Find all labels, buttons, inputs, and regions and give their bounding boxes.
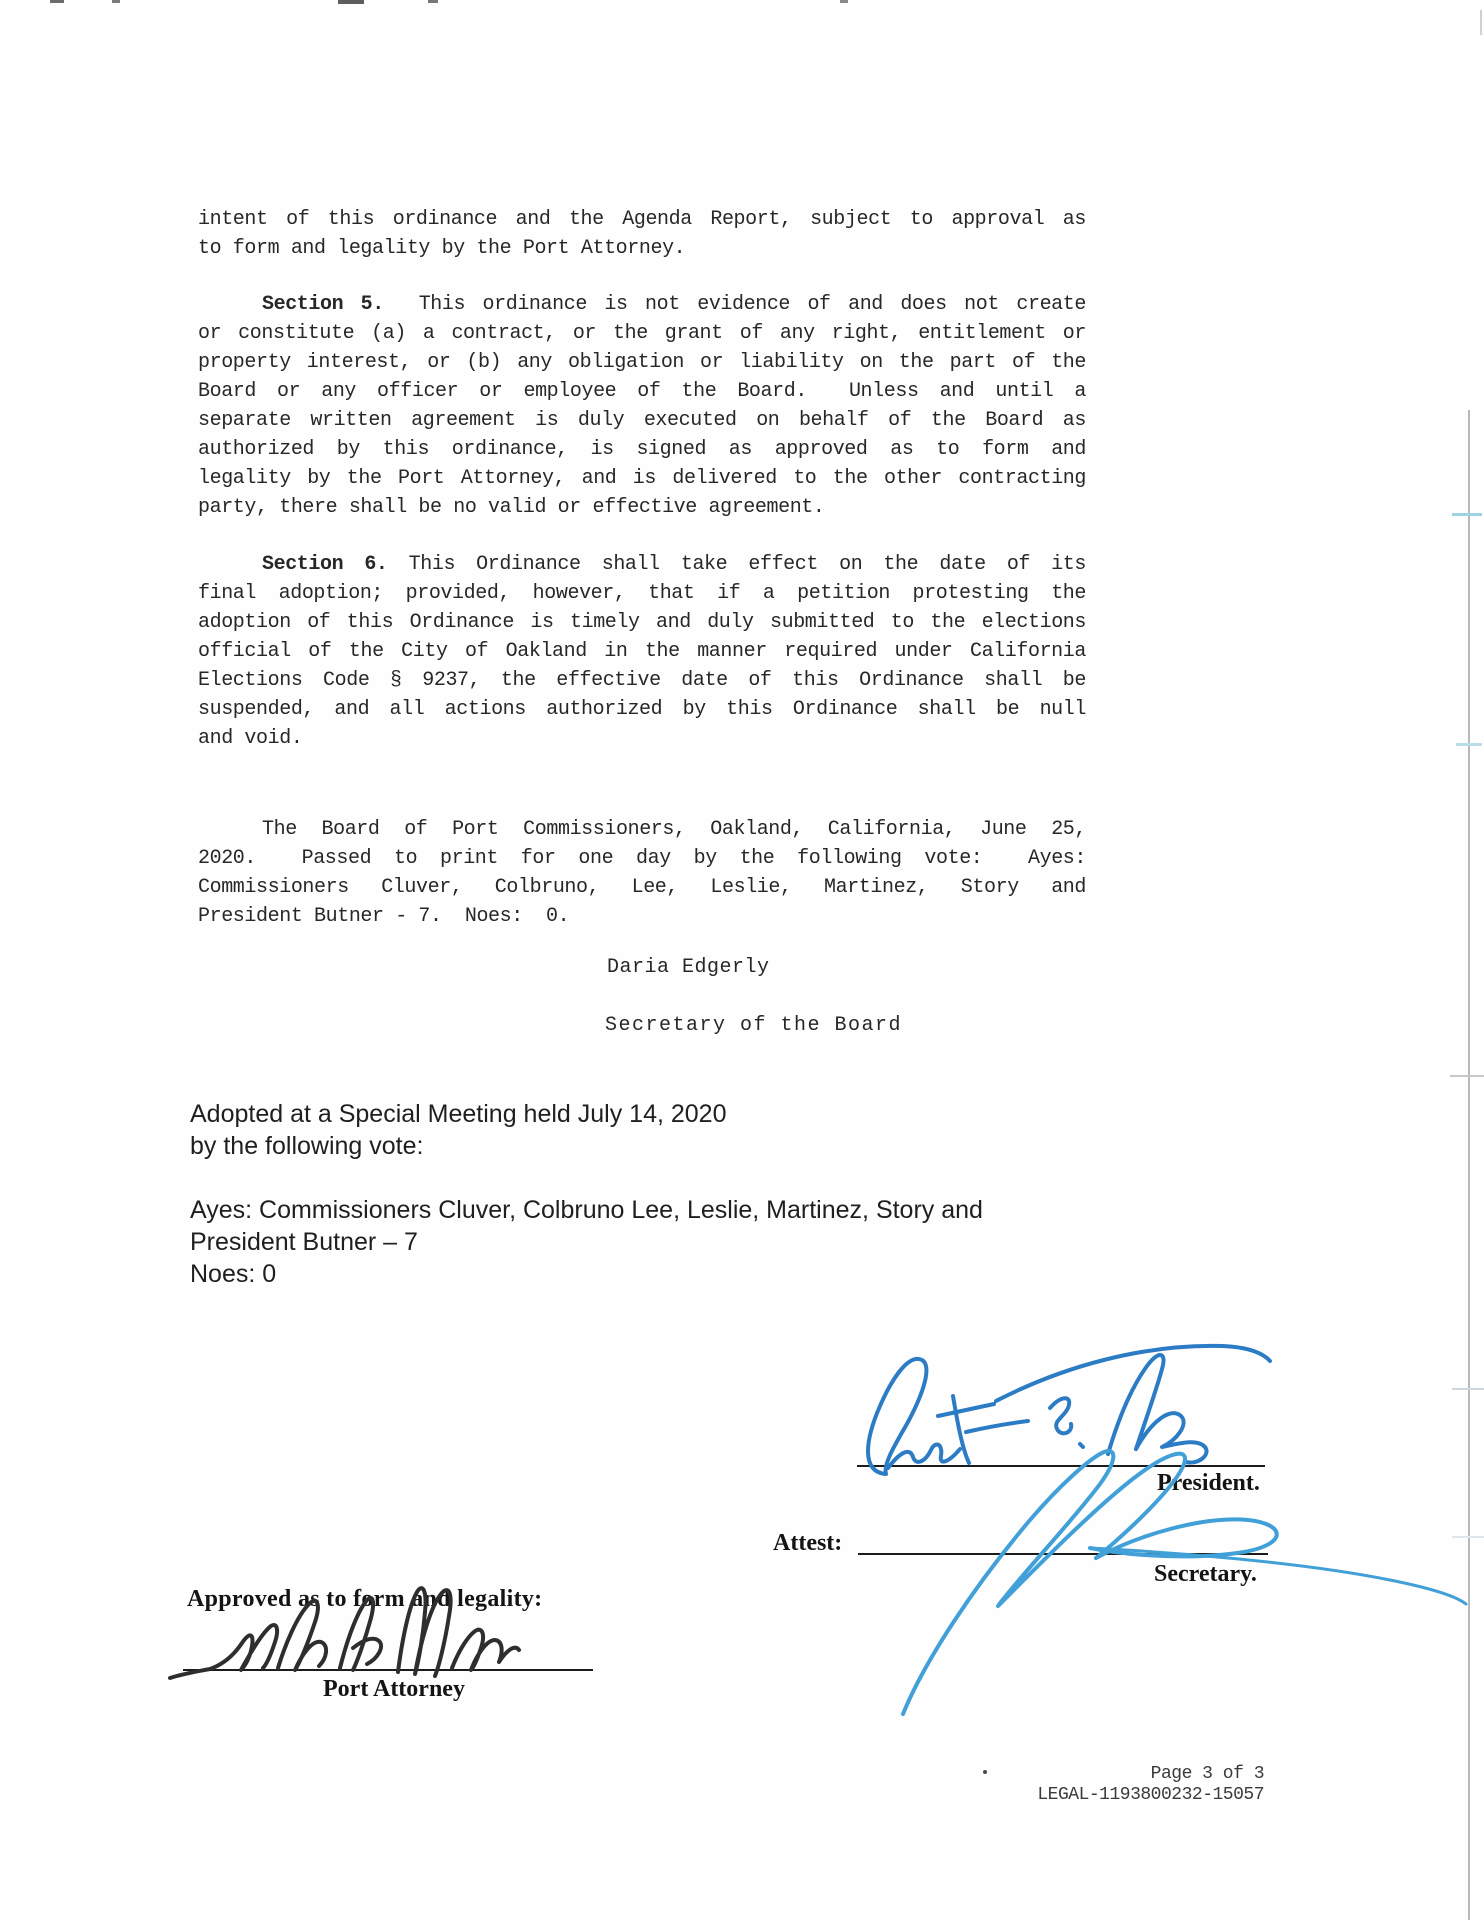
text-line: [198, 815, 1086, 844]
text-line: authorized by this ordinance, is signed as approved as to form and: [198, 438, 1086, 461]
signature-stroke: [938, 1404, 994, 1416]
board-vote-lines: [198, 844, 1086, 931]
text-line: [198, 550, 1086, 579]
adoption-line-1: Adopted at a Special Meeting held July 14, 2020: [190, 1100, 727, 1128]
text-line: [198, 290, 1086, 319]
scan-artifact: [50, 0, 64, 3]
president-signature-line: [857, 1465, 1265, 1467]
president-signature: [868, 1346, 1270, 1474]
port-attorney-label: Port Attorney: [323, 1676, 465, 1702]
section-5-lines: [198, 319, 1086, 522]
scan-artifact: [1450, 1075, 1484, 1077]
text-line: final adoption; provided, however, that if a petition protesting the: [198, 582, 1086, 605]
adoption-block: [190, 1098, 1150, 1290]
signature-stroke: [452, 1630, 519, 1670]
text-line: official of the City of Oakland in the manner required under California: [198, 640, 1086, 663]
document-id: LEGAL-1193800232-15057: [1037, 1785, 1264, 1805]
signature-stroke: [1108, 1355, 1164, 1454]
signature-stroke: [1050, 1398, 1071, 1433]
signature-stroke: [1136, 1413, 1207, 1462]
scan-artifact: [1452, 513, 1482, 516]
scan-artifact: [428, 0, 438, 3]
scan-artifact: [1456, 743, 1482, 746]
text-line: or constitute (a) a contract, or the grant of any right, entitlement or: [198, 322, 1086, 345]
signature-stroke: [868, 1359, 926, 1474]
scan-artifact: [112, 0, 120, 3]
text-line: adoption of this Ordinance is timely and duly submitted to the elections: [198, 611, 1086, 634]
signature-stroke: [1080, 1444, 1083, 1447]
signature-stroke: [1090, 1548, 1466, 1604]
section-5-first-line: This ordinance is not evidence of and does not create: [383, 293, 1086, 316]
text-line: 2020. Passed to print for one day by the following vote: Ayes:: [198, 847, 1086, 870]
text-line: Commissioners Cluver, Colbruno, Lee, Leslie, Martinez, Story and: [198, 876, 1086, 899]
page-number: Page 3 of 3: [1150, 1764, 1264, 1784]
scan-edge-line: [1468, 410, 1470, 1920]
text-line: legality by the Port Attorney, and is delivered to the other contracting: [198, 467, 1086, 490]
text-line: property interest, or (b) any obligation or liability on the part of the: [198, 351, 1086, 374]
signature-stroke: [953, 1396, 969, 1463]
president-label: President.: [1157, 1470, 1260, 1496]
text-line: Board or any officer or employee of the Board. Unless and until a: [198, 380, 1086, 403]
signature-stroke: [903, 1451, 1185, 1714]
text-line: and void.: [198, 727, 303, 750]
text-line: party, there shall be no valid or effective agreement.: [198, 496, 825, 519]
section-6-heading: Section 6.: [262, 553, 388, 576]
secretary-label: Secretary.: [1154, 1561, 1257, 1587]
ayes-line-2: President Butner – 7: [190, 1228, 418, 1256]
port-attorney-signature-line: [183, 1669, 593, 1671]
secretary-name: Daria Edgerly: [607, 956, 770, 979]
text-line: intent of this ordinance and the Agenda Report, subject to approval as: [198, 208, 1086, 231]
text-line: suspended, and all actions authorized by this Ordinance shall be null: [198, 698, 1086, 721]
scan-artifact: [1452, 1388, 1484, 1390]
ayes-line-1: Ayes: Commissioners Cluver, Colbruno Lee, Leslie, Martinez, Story and: [190, 1196, 983, 1224]
section-6-lines: [198, 579, 1086, 753]
section-5-heading: Section 5.: [262, 293, 384, 316]
noes-line: Noes: 0: [190, 1260, 277, 1288]
paragraph-section-6: [198, 550, 1086, 753]
board-vote-first-line: The Board of Port Commissioners, Oakland, California, June 25,: [262, 818, 1086, 841]
secretary-signature-line: [858, 1553, 1268, 1555]
text-line: Elections Code § 9237, the effective date of this Ordinance shall be: [198, 669, 1086, 692]
secretary-title: Secretary of the Board: [605, 1014, 903, 1037]
adoption-line-2: by the following vote:: [190, 1132, 424, 1160]
page-footer: [962, 1764, 1264, 1806]
text-line: to form and legality by the Port Attorney.: [198, 237, 686, 260]
signature-stroke: [966, 1421, 1028, 1432]
paragraph-board-vote: [198, 815, 1086, 931]
scan-artifact: [1480, 10, 1482, 35]
paragraph-intent: [198, 205, 1086, 263]
approved-form-legality-label: Approved as to form and legality:: [187, 1586, 543, 1612]
text-line: President Butner - 7. Noes: 0.: [198, 905, 570, 928]
scan-artifact: [338, 0, 364, 4]
scan-artifact: [1452, 1536, 1484, 1538]
section-6-first-line: This Ordinance shall take effect on the date of its: [387, 553, 1086, 576]
attest-label: Attest:: [773, 1530, 843, 1556]
text-line: separate written agreement is duly executed on behalf of the Board as: [198, 409, 1086, 432]
paragraph-section-5: [198, 290, 1086, 522]
signature-stroke: [996, 1346, 1270, 1401]
scan-artifact: [840, 0, 848, 3]
